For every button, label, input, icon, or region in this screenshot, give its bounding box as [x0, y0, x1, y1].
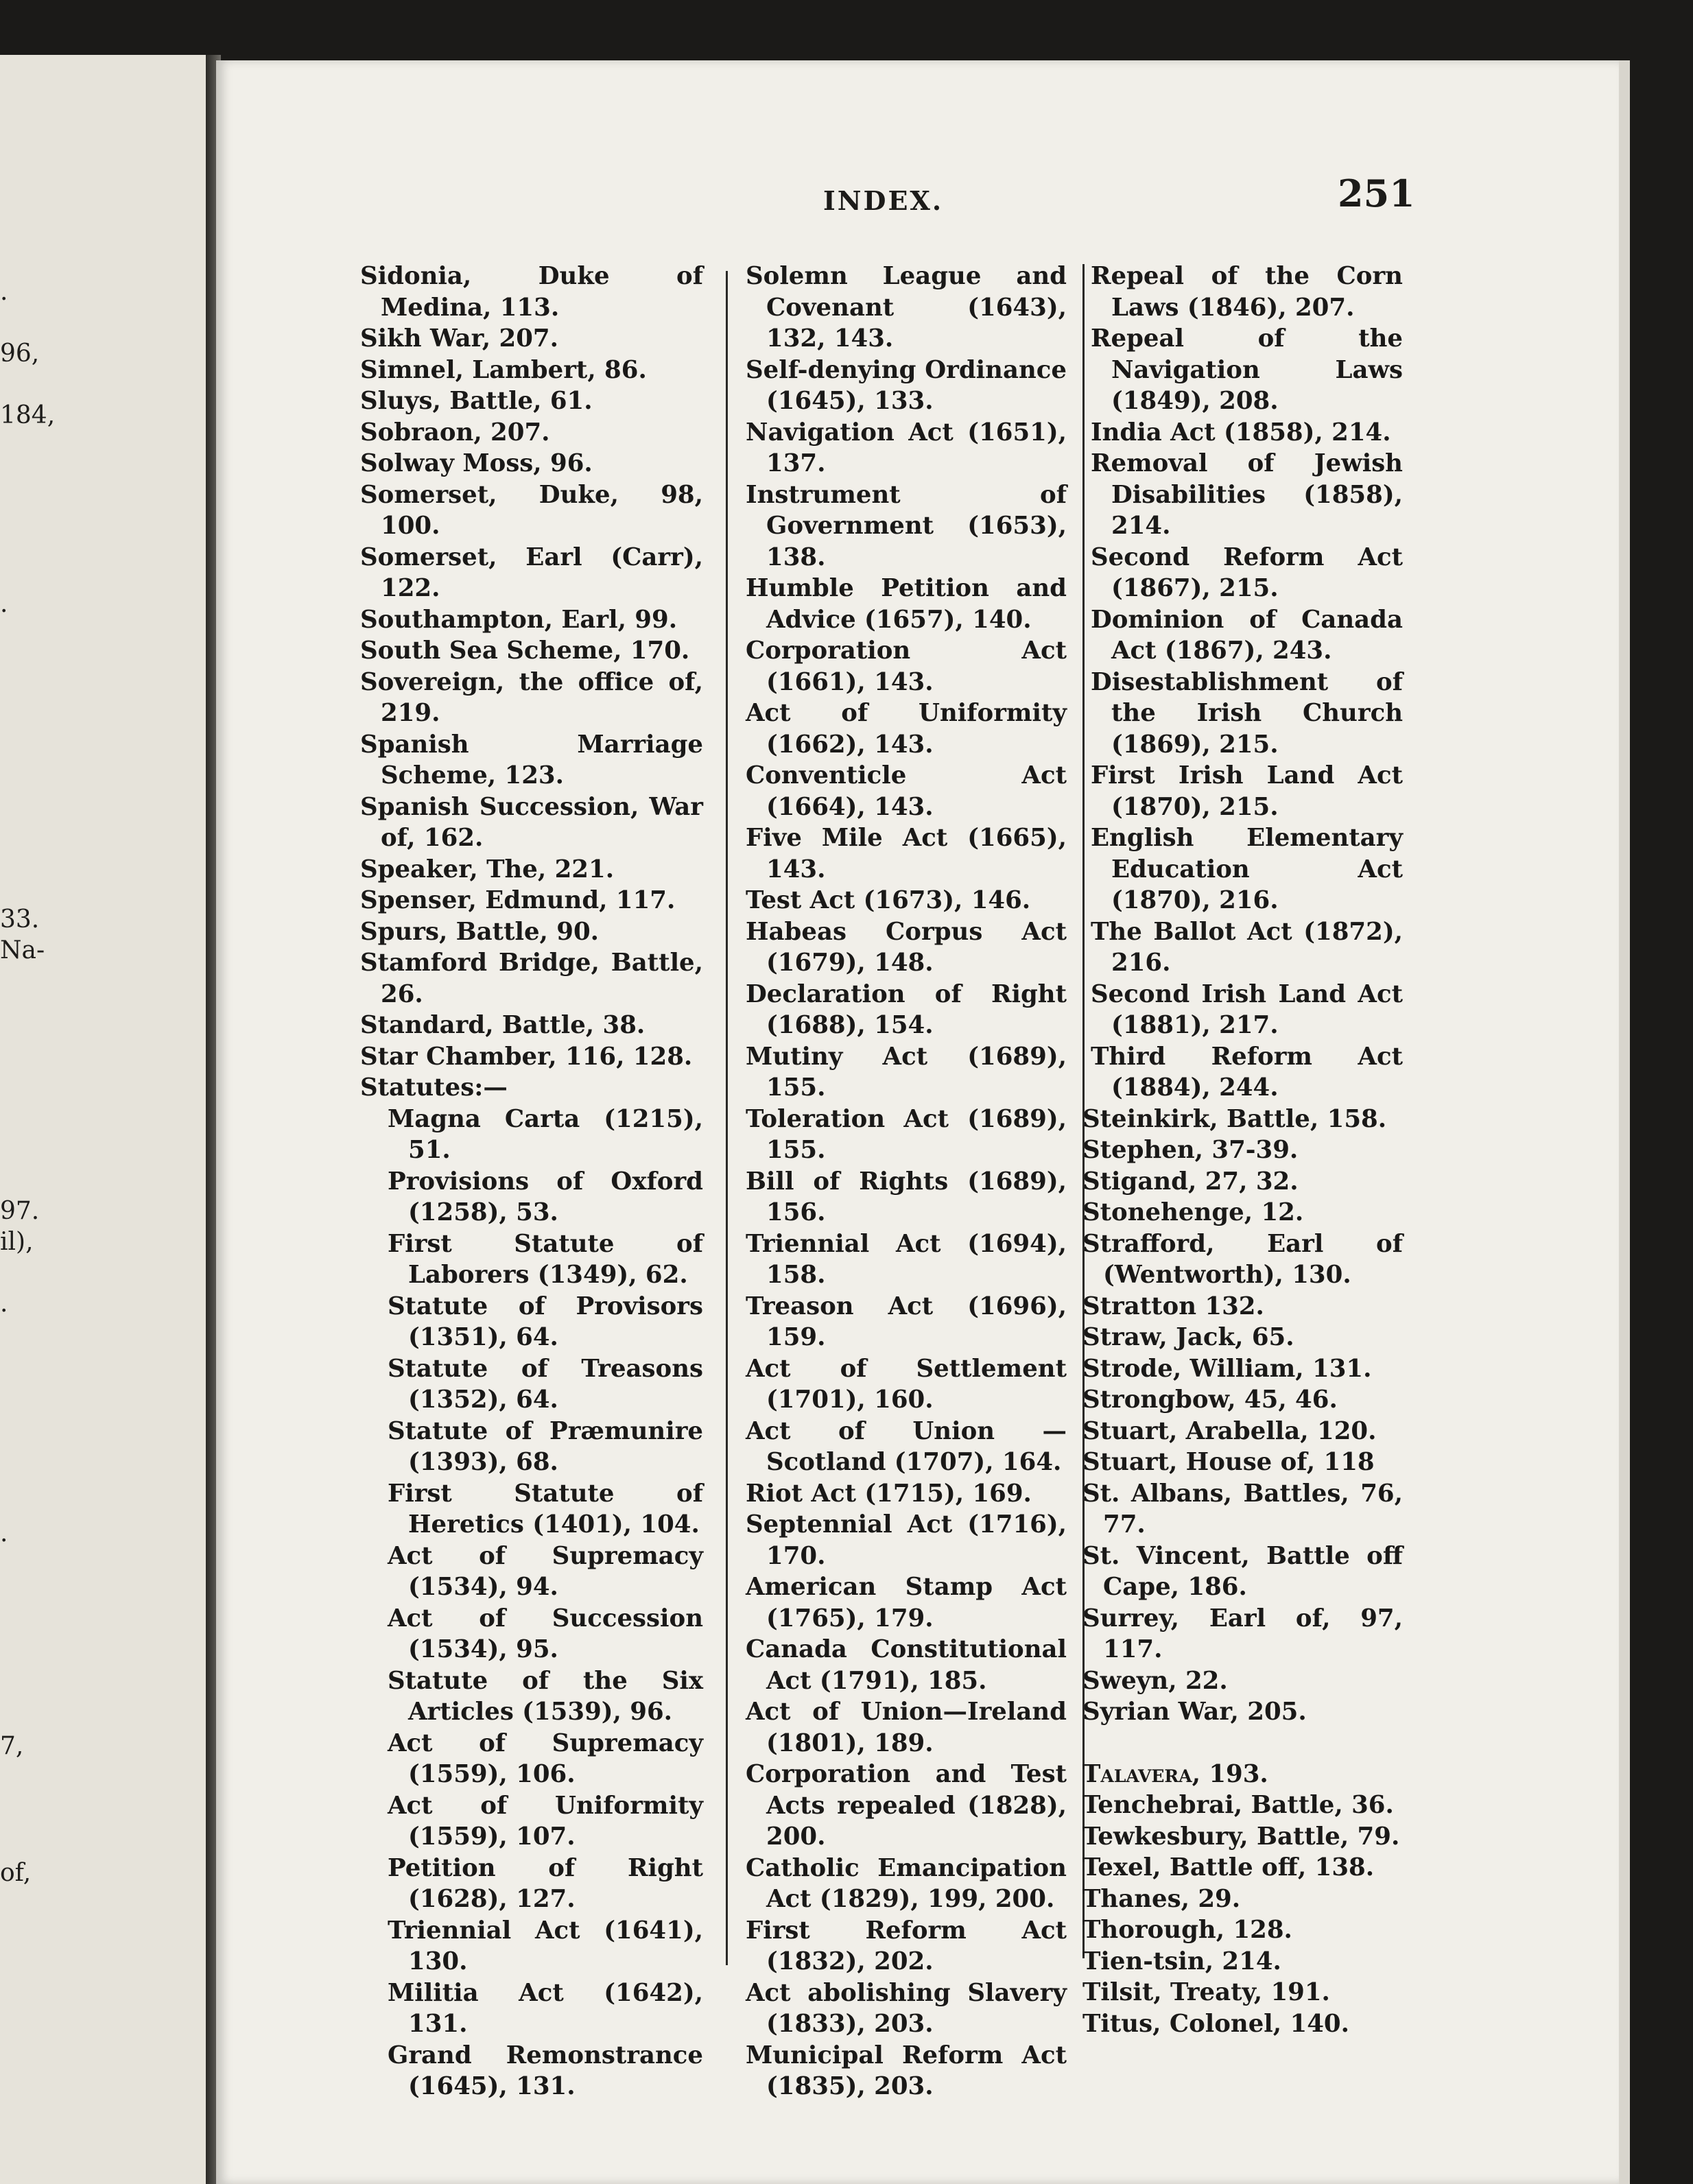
- index-entry: Test Act (1673), 146.: [746, 886, 1031, 914]
- page-header-title: INDEX.: [823, 185, 944, 216]
- index-entry: Steinkirk, Battle, 158.: [1082, 1104, 1387, 1133]
- index-entry: Act of Settlement (1701), 160.: [746, 1354, 1067, 1414]
- index-entry: Mutiny Act (1689), 155.: [746, 1042, 1067, 1102]
- index-entry: Navigation Act (1651), 137.: [746, 418, 1067, 477]
- index-entry: Statutes:—: [360, 1073, 508, 1102]
- index-entry: Tenchebrai, Battle, 36.: [1082, 1791, 1394, 1819]
- facing-page-text-fragment: il),: [0, 1228, 34, 1256]
- index-entry: First Irish Land Act (1870), 215.: [1091, 761, 1403, 821]
- index-entry: St. Albans, Battles, 76, 77.: [1082, 1479, 1403, 1539]
- index-entry: Municipal Reform Act (1835), 203.: [746, 2041, 1067, 2100]
- index-entry: Act of Uniformity (1662), 143.: [746, 699, 1067, 759]
- index-entry: Strongbow, 45, 46.: [1082, 1386, 1338, 1414]
- facing-page-text-fragment: 184,: [0, 401, 56, 429]
- index-entry: Septennial Act (1716), 170.: [746, 1510, 1067, 1570]
- index-entry: English Elementary Education Act (1870), 216.: [1091, 824, 1403, 914]
- index-subentry: Act of Uniformity (1559), 107.: [388, 1791, 703, 1851]
- index-entry: Disestablishment of the Irish Church (1869), 215.: [1091, 667, 1403, 759]
- index-entry: Stuart, House of, 118: [1082, 1448, 1375, 1476]
- index-entry: Stonehenge, 12.: [1082, 1198, 1304, 1226]
- index-entry: Self-denying Ordinance (1645), 133.: [746, 355, 1067, 415]
- index-entry: Stigand, 27, 32.: [1082, 1167, 1299, 1196]
- index-entry: Treason Act (1696), 159.: [746, 1292, 1067, 1351]
- index-entry: Corporation Act (1661), 143.: [746, 637, 1067, 696]
- index-entry: Sobraon, 207.: [360, 418, 550, 447]
- index-entry: Conventicle Act (1664), 143.: [746, 761, 1067, 821]
- index-entry: American Stamp Act (1765), 179.: [746, 1573, 1067, 1633]
- index-entry: Sluys, Battle, 61.: [360, 387, 593, 415]
- index-entry: Talavera, 193.: [1082, 1759, 1268, 1788]
- index-entry: Straw, Jack, 65.: [1082, 1323, 1294, 1351]
- index-entry: Act of Union — Scotland (1707), 164.: [746, 1416, 1067, 1476]
- index-subentry: Statute of the Six Articles (1539), 96.: [388, 1666, 703, 1726]
- index-entry: Speaker, The, 221.: [360, 855, 615, 883]
- index-entry: Spanish Marriage Scheme, 123.: [360, 730, 703, 790]
- index-entry: Simnel, Lambert, 86.: [360, 355, 647, 384]
- index-entry: Act of Union—Ireland (1801), 189.: [746, 1698, 1067, 1757]
- index-entry: Strafford, Earl of (Wentworth), 130.: [1082, 1229, 1403, 1289]
- index-entry: India Act (1858), 214.: [1091, 418, 1391, 447]
- index-entry: Star Chamber, 116, 128.: [360, 1042, 693, 1071]
- index-subentry: Magna Carta (1215), 51.: [388, 1104, 703, 1164]
- index-entry: Declaration of Right (1688), 154.: [746, 980, 1067, 1039]
- index-subentry: Petition of Right (1628), 127.: [388, 1853, 703, 1913]
- index-entry: Second Irish Land Act (1881), 217.: [1091, 980, 1403, 1039]
- index-subentry: First Statute of Laborers (1349), 62.: [388, 1229, 703, 1289]
- index-entry: Stratton 132.: [1082, 1292, 1264, 1320]
- index-entry: Humble Petition and Advice (1657), 140.: [746, 574, 1067, 634]
- facing-page-text-fragment: .: [0, 1519, 8, 1547]
- facing-page-edge: [0, 55, 206, 2184]
- facing-page-text-fragment: 7,: [0, 1732, 24, 1760]
- index-entry: Instrument of Government (1653), 138.: [746, 480, 1067, 571]
- index-entry: Habeas Corpus Act (1679), 148.: [746, 917, 1067, 977]
- index-entry: Dominion of Canada Act (1867), 243.: [1091, 605, 1403, 665]
- index-entry: Spenser, Edmund, 117.: [360, 886, 676, 914]
- facing-page-text-fragment: 33.: [0, 905, 40, 934]
- index-entry: Bill of Rights (1689), 156.: [746, 1167, 1067, 1226]
- facing-page-text-fragment: 96,: [0, 340, 40, 368]
- index-entry: Tewkesbury, Battle, 79.: [1082, 1822, 1400, 1851]
- index-subentry: Statute of Præmunire (1393), 68.: [388, 1416, 703, 1476]
- index-entry: St. Vincent, Battle off Cape, 186.: [1082, 1541, 1403, 1601]
- facing-page-text-fragment: Na-: [0, 936, 45, 964]
- facing-page-text-fragment: .: [0, 590, 8, 618]
- index-entry: Southampton, Earl, 99.: [360, 605, 678, 634]
- index-entry: Thanes, 29.: [1082, 1884, 1241, 1913]
- index-entry: Sovereign, the office of, 219.: [360, 667, 703, 727]
- facing-page-text-fragment: .: [0, 1290, 8, 1318]
- index-column-3: [1082, 261, 1403, 2039]
- index-entry: Spurs, Battle, 90.: [360, 917, 600, 946]
- index-entry: Solway Moss, 96.: [360, 449, 593, 477]
- index-subentry: Act of Supremacy (1559), 106.: [388, 1729, 703, 1788]
- index-subentry: Provisions of Oxford (1258), 53.: [388, 1167, 703, 1226]
- index-entry: Canada Constitutional Act (1791), 185.: [746, 1635, 1067, 1695]
- index-entry: Triennial Act (1694), 158.: [746, 1229, 1067, 1289]
- index-entry: Tilsit, Treaty, 191.: [1082, 1978, 1330, 2006]
- index-entry: Second Reform Act (1867), 215.: [1091, 543, 1403, 602]
- index-entry: Surrey, Earl of, 97, 117.: [1082, 1604, 1403, 1663]
- index-subentry: Statute of Treasons (1352), 64.: [388, 1354, 703, 1414]
- index-subentry: Grand Remonstrance (1645), 131.: [388, 2041, 703, 2100]
- index-entry: Repeal of the Corn Laws (1846), 207.: [1091, 262, 1403, 322]
- index-entry: Titus, Colonel, 140.: [1082, 2009, 1349, 2038]
- index-subentry: Militia Act (1642), 131.: [388, 1978, 703, 2038]
- facing-page-text-fragment: of,: [0, 1859, 32, 1887]
- index-entry: Sidonia, Duke of Medina, 113.: [360, 262, 703, 322]
- facing-page-text-fragment: .: [0, 278, 8, 306]
- index-column-2: [746, 261, 1067, 2102]
- index-entry: Corporation and Test Acts repealed (1828), 200.: [746, 1760, 1067, 1851]
- index-entry: Syrian War, 205.: [1082, 1698, 1307, 1726]
- index-entry: Five Mile Act (1665), 143.: [746, 824, 1067, 883]
- index-column-1: [360, 261, 703, 2102]
- index-entry: Repeal of the Navigation Laws (1849), 208.: [1091, 324, 1403, 415]
- index-entry: Tien-tsin, 214.: [1082, 1947, 1281, 1975]
- index-entry: Toleration Act (1689), 155.: [746, 1104, 1067, 1164]
- facing-page-text-fragment: 97.: [0, 1197, 40, 1225]
- index-entry: Stamford Bridge, Battle, 26.: [360, 949, 703, 1008]
- index-entry: Somerset, Earl (Carr), 122.: [360, 543, 703, 602]
- index-entry: Sweyn, 22.: [1082, 1666, 1228, 1695]
- index-subentry: Statute of Provisors (1351), 64.: [388, 1292, 703, 1351]
- index-subentry: Triennial Act (1641), 130.: [388, 1916, 703, 1975]
- index-entry: Riot Act (1715), 169.: [746, 1479, 1032, 1508]
- index-entry: The Ballot Act (1872), 216.: [1091, 917, 1403, 977]
- index-entry: First Reform Act (1832), 202.: [746, 1916, 1067, 1975]
- index-entry: Spanish Succession, War of, 162.: [360, 792, 703, 852]
- index-entry: Strode, William, 131.: [1082, 1354, 1372, 1383]
- index-entry: Solemn League and Covenant (1643), 132, 143.: [746, 262, 1067, 353]
- index-entry: Stuart, Arabella, 120.: [1082, 1416, 1377, 1445]
- index-entry: South Sea Scheme, 170.: [360, 637, 690, 665]
- index-entry: Standard, Battle, 38.: [360, 1011, 646, 1039]
- index-entry: Thorough, 128.: [1082, 1916, 1292, 1944]
- index-subentry: Act of Succession (1534), 95.: [388, 1604, 703, 1663]
- section-gap: [1091, 1728, 1403, 1759]
- index-entry: Act abolishing Slavery (1833), 203.: [746, 1978, 1067, 2038]
- index-entry: Sikh War, 207.: [360, 324, 558, 353]
- column-rule: [726, 271, 728, 1965]
- index-entry: Somerset, Duke, 98, 100.: [360, 480, 703, 540]
- index-entry: Third Reform Act (1884), 244.: [1091, 1042, 1403, 1102]
- index-entry: Texel, Battle off, 138.: [1082, 1853, 1375, 1882]
- index-subentry: Act of Supremacy (1534), 94.: [388, 1541, 703, 1601]
- page-number: 251: [1338, 171, 1415, 215]
- index-subentry: First Statute of Heretics (1401), 104.: [388, 1479, 703, 1539]
- index-entry: Removal of Jewish Disabilities (1858), 214.: [1091, 449, 1403, 540]
- index-entry: Stephen, 37-39.: [1082, 1136, 1299, 1164]
- index-entry: Catholic Emancipation Act (1829), 199, 200.: [746, 1853, 1067, 1913]
